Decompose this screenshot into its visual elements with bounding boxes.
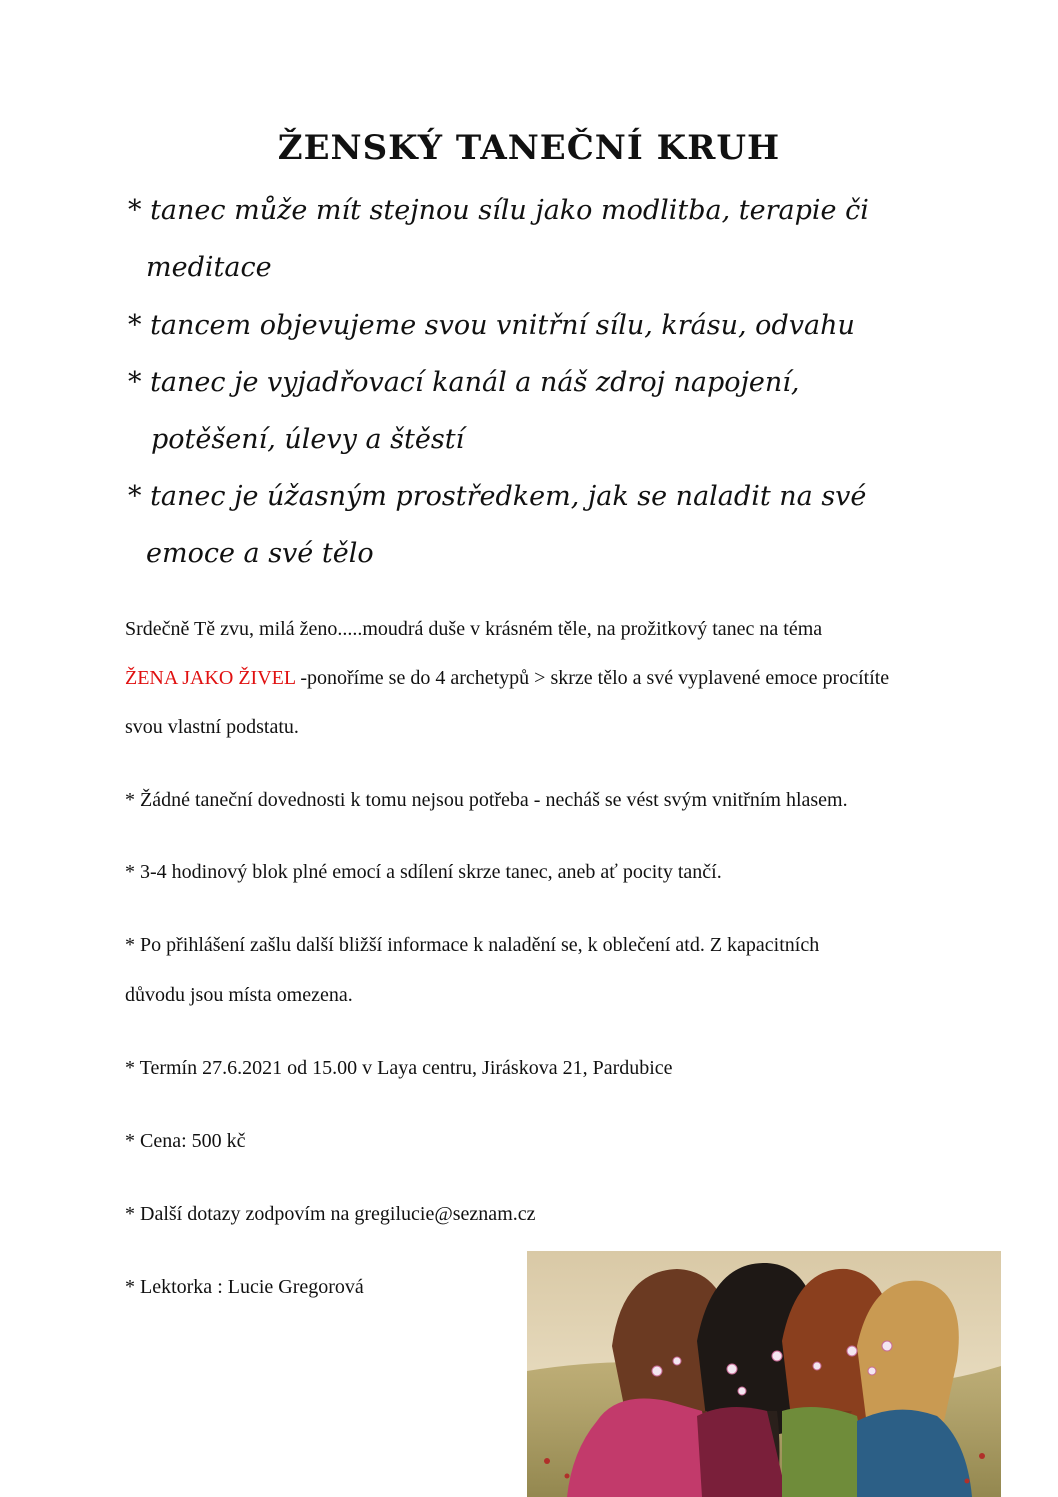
detail-contact: * Další dotazy zodpovím na gregilucie@seznam.cz xyxy=(125,1203,536,1225)
page-title: ŽENSKÝ TANEČNÍ KRUH xyxy=(277,128,781,168)
detail-duration: * 3-4 hodinový blok plné emocí a sdílení skrze tanec, aneb ať pocity tančí. xyxy=(125,861,722,883)
bullet-4-line-2: emoce a své tělo xyxy=(146,538,374,569)
detail-date-place: * Termín 27.6.2021 od 15.00 v Laya centru, Jiráskova 21, Pardubice xyxy=(125,1057,673,1079)
intro-line-2-rest: -ponoříme se do 4 archetypů > skrze tělo a své vyplavené emoce procítíte xyxy=(295,667,890,689)
four-women-painting xyxy=(527,1251,1001,1497)
intro-line-2 xyxy=(125,667,889,690)
bullet-4-line-1: * tanec je úžasným prostředkem, jak se naladit na své xyxy=(128,481,867,512)
detail-lecturer: * Lektorka : Lucie Gregorová xyxy=(125,1276,364,1298)
detail-registration-line-1: * Po přihlášení zašlu další bližší informace k naladění se, k oblečení atd. Z kapacitních xyxy=(125,934,820,956)
detail-skills: * Žádné taneční dovednosti k tomu nejsou potřeba - necháš se vést svým vnitřním hlasem. xyxy=(125,789,848,811)
detail-registration-line-2: důvodu jsou místa omezena. xyxy=(125,984,353,1006)
bullet-1-line-2: meditace xyxy=(146,252,272,283)
intro-line-1: Srdečně Tě zvu, milá ženo.....moudrá duše v krásném těle, na prožitkový tanec na téma xyxy=(125,618,823,640)
bullet-2-line-1: * tancem objevujeme svou vnitřní sílu, krásu, odvahu xyxy=(128,310,855,341)
bullet-1-line-1: * tanec může mít stejnou sílu jako modlitba, terapie či xyxy=(128,195,869,226)
bullet-3-line-1: * tanec je vyjadřovací kanál a náš zdroj napojení, xyxy=(128,367,800,398)
intro-line-3: svou vlastní podstatu. xyxy=(125,716,299,738)
detail-price: * Cena: 500 kč xyxy=(125,1130,246,1152)
theme-highlight: ŽENA JAKO ŽIVEL xyxy=(125,667,296,689)
bullet-3-line-2: potěšení, úlevy a štěstí xyxy=(151,424,465,455)
